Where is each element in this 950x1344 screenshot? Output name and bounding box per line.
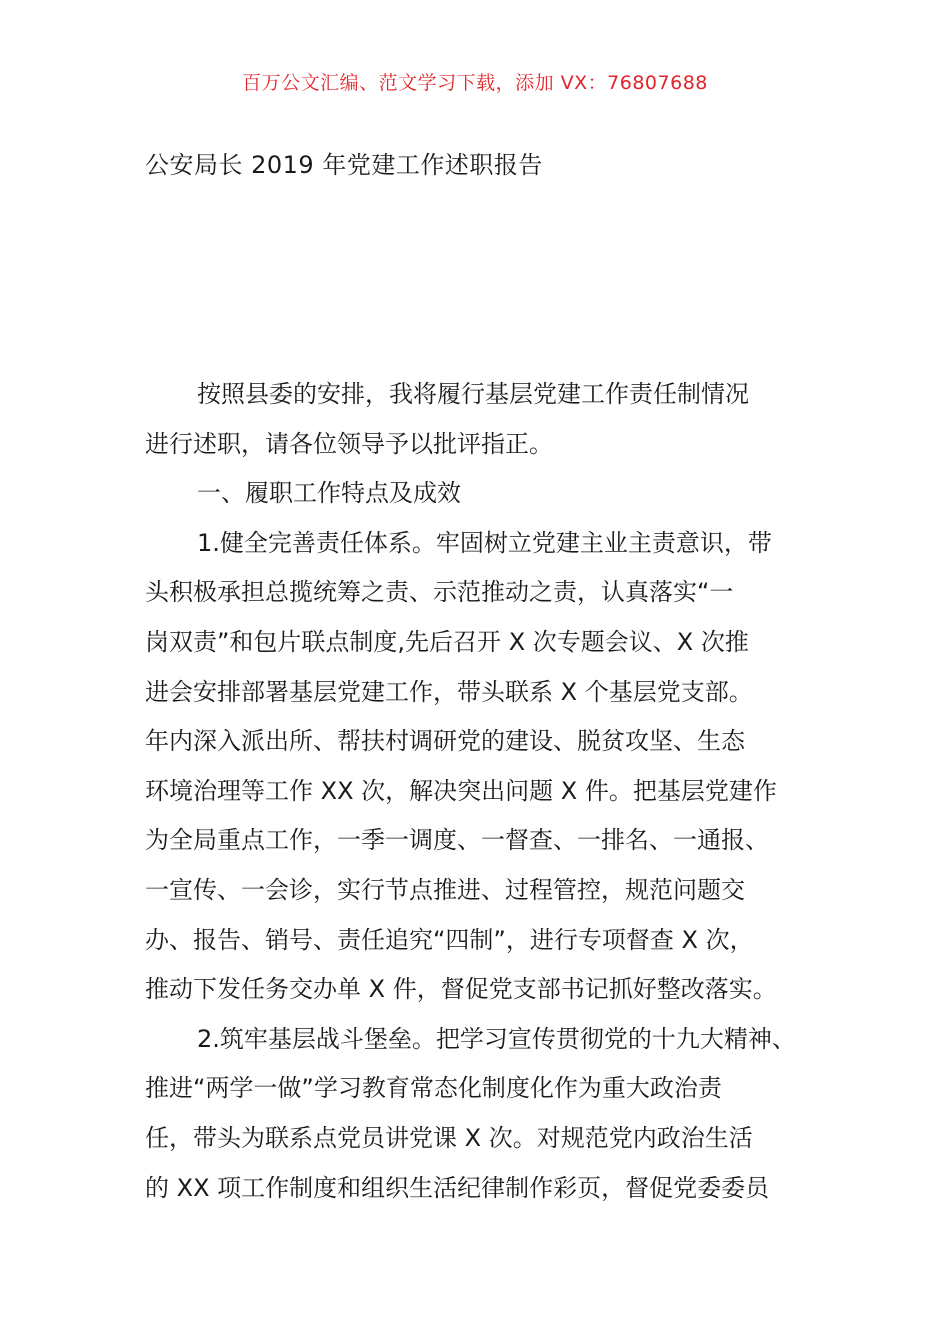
- paragraph-line: 环境治理等工作 XX 次，解决突出问题 X 件。把基层党建作: [145, 776, 777, 805]
- watermark-header: 百万公文汇编、范文学习下载，添加 VX：76807688: [242, 72, 708, 94]
- paragraph-line: 岗双责”和包片联点制度,先后召开 X 次专题会议、X 次推: [145, 627, 749, 656]
- paragraph-line: 头积极承担总揽统筹之责、示范推动之责，认真落实“一: [145, 578, 734, 607]
- document-body: [145, 370, 825, 1213]
- paragraph-line: 按照县委的安排，我将履行基层党建工作责任制情况: [197, 380, 749, 408]
- paragraph-line: 1.健全完善责任体系。牢固树立党建主业主责意识，带: [197, 528, 772, 557]
- document-title: 公安局长 2019 年党建工作述职报告: [145, 151, 543, 179]
- paragraph-line: 进行述职，请各位领导予以批评指正。: [145, 429, 553, 458]
- paragraph-line: 办、报告、销号、责任追究“四制”，进行专项督查 X 次，: [145, 925, 754, 954]
- paragraph-line: 进会安排部署基层党建工作，带头联系 X 个基层党支部。: [145, 677, 753, 706]
- paragraph-line: 年内深入派出所、帮扶村调研党的建设、脱贫攻坚、生态: [145, 727, 745, 756]
- paragraph-line: 推动下发任务交办单 X 件，督促党支部书记抓好整改落实。: [145, 975, 777, 1004]
- paragraph-line: 2.筑牢基层战斗堡垒。把学习宣传贯彻党的十九大精神、: [197, 1024, 796, 1053]
- paragraph-line: 推进“两学一做”学习教育常态化制度化作为重大政治责: [145, 1074, 722, 1103]
- paragraph-line: 的 XX 项工作制度和组织生活纪律制作彩页，督促党委委员: [145, 1173, 770, 1202]
- paragraph-line: 一宣传、一会诊，实行节点推进、过程管控，规范问题交: [145, 875, 745, 904]
- section-heading: 一、履职工作特点及成效: [197, 479, 461, 508]
- paragraph-line: 为全局重点工作，一季一调度、一督查、一排名、一通报、: [145, 826, 769, 855]
- paragraph-line: 任，带头为联系点党员讲党课 X 次。对规范党内政治生活: [145, 1123, 753, 1152]
